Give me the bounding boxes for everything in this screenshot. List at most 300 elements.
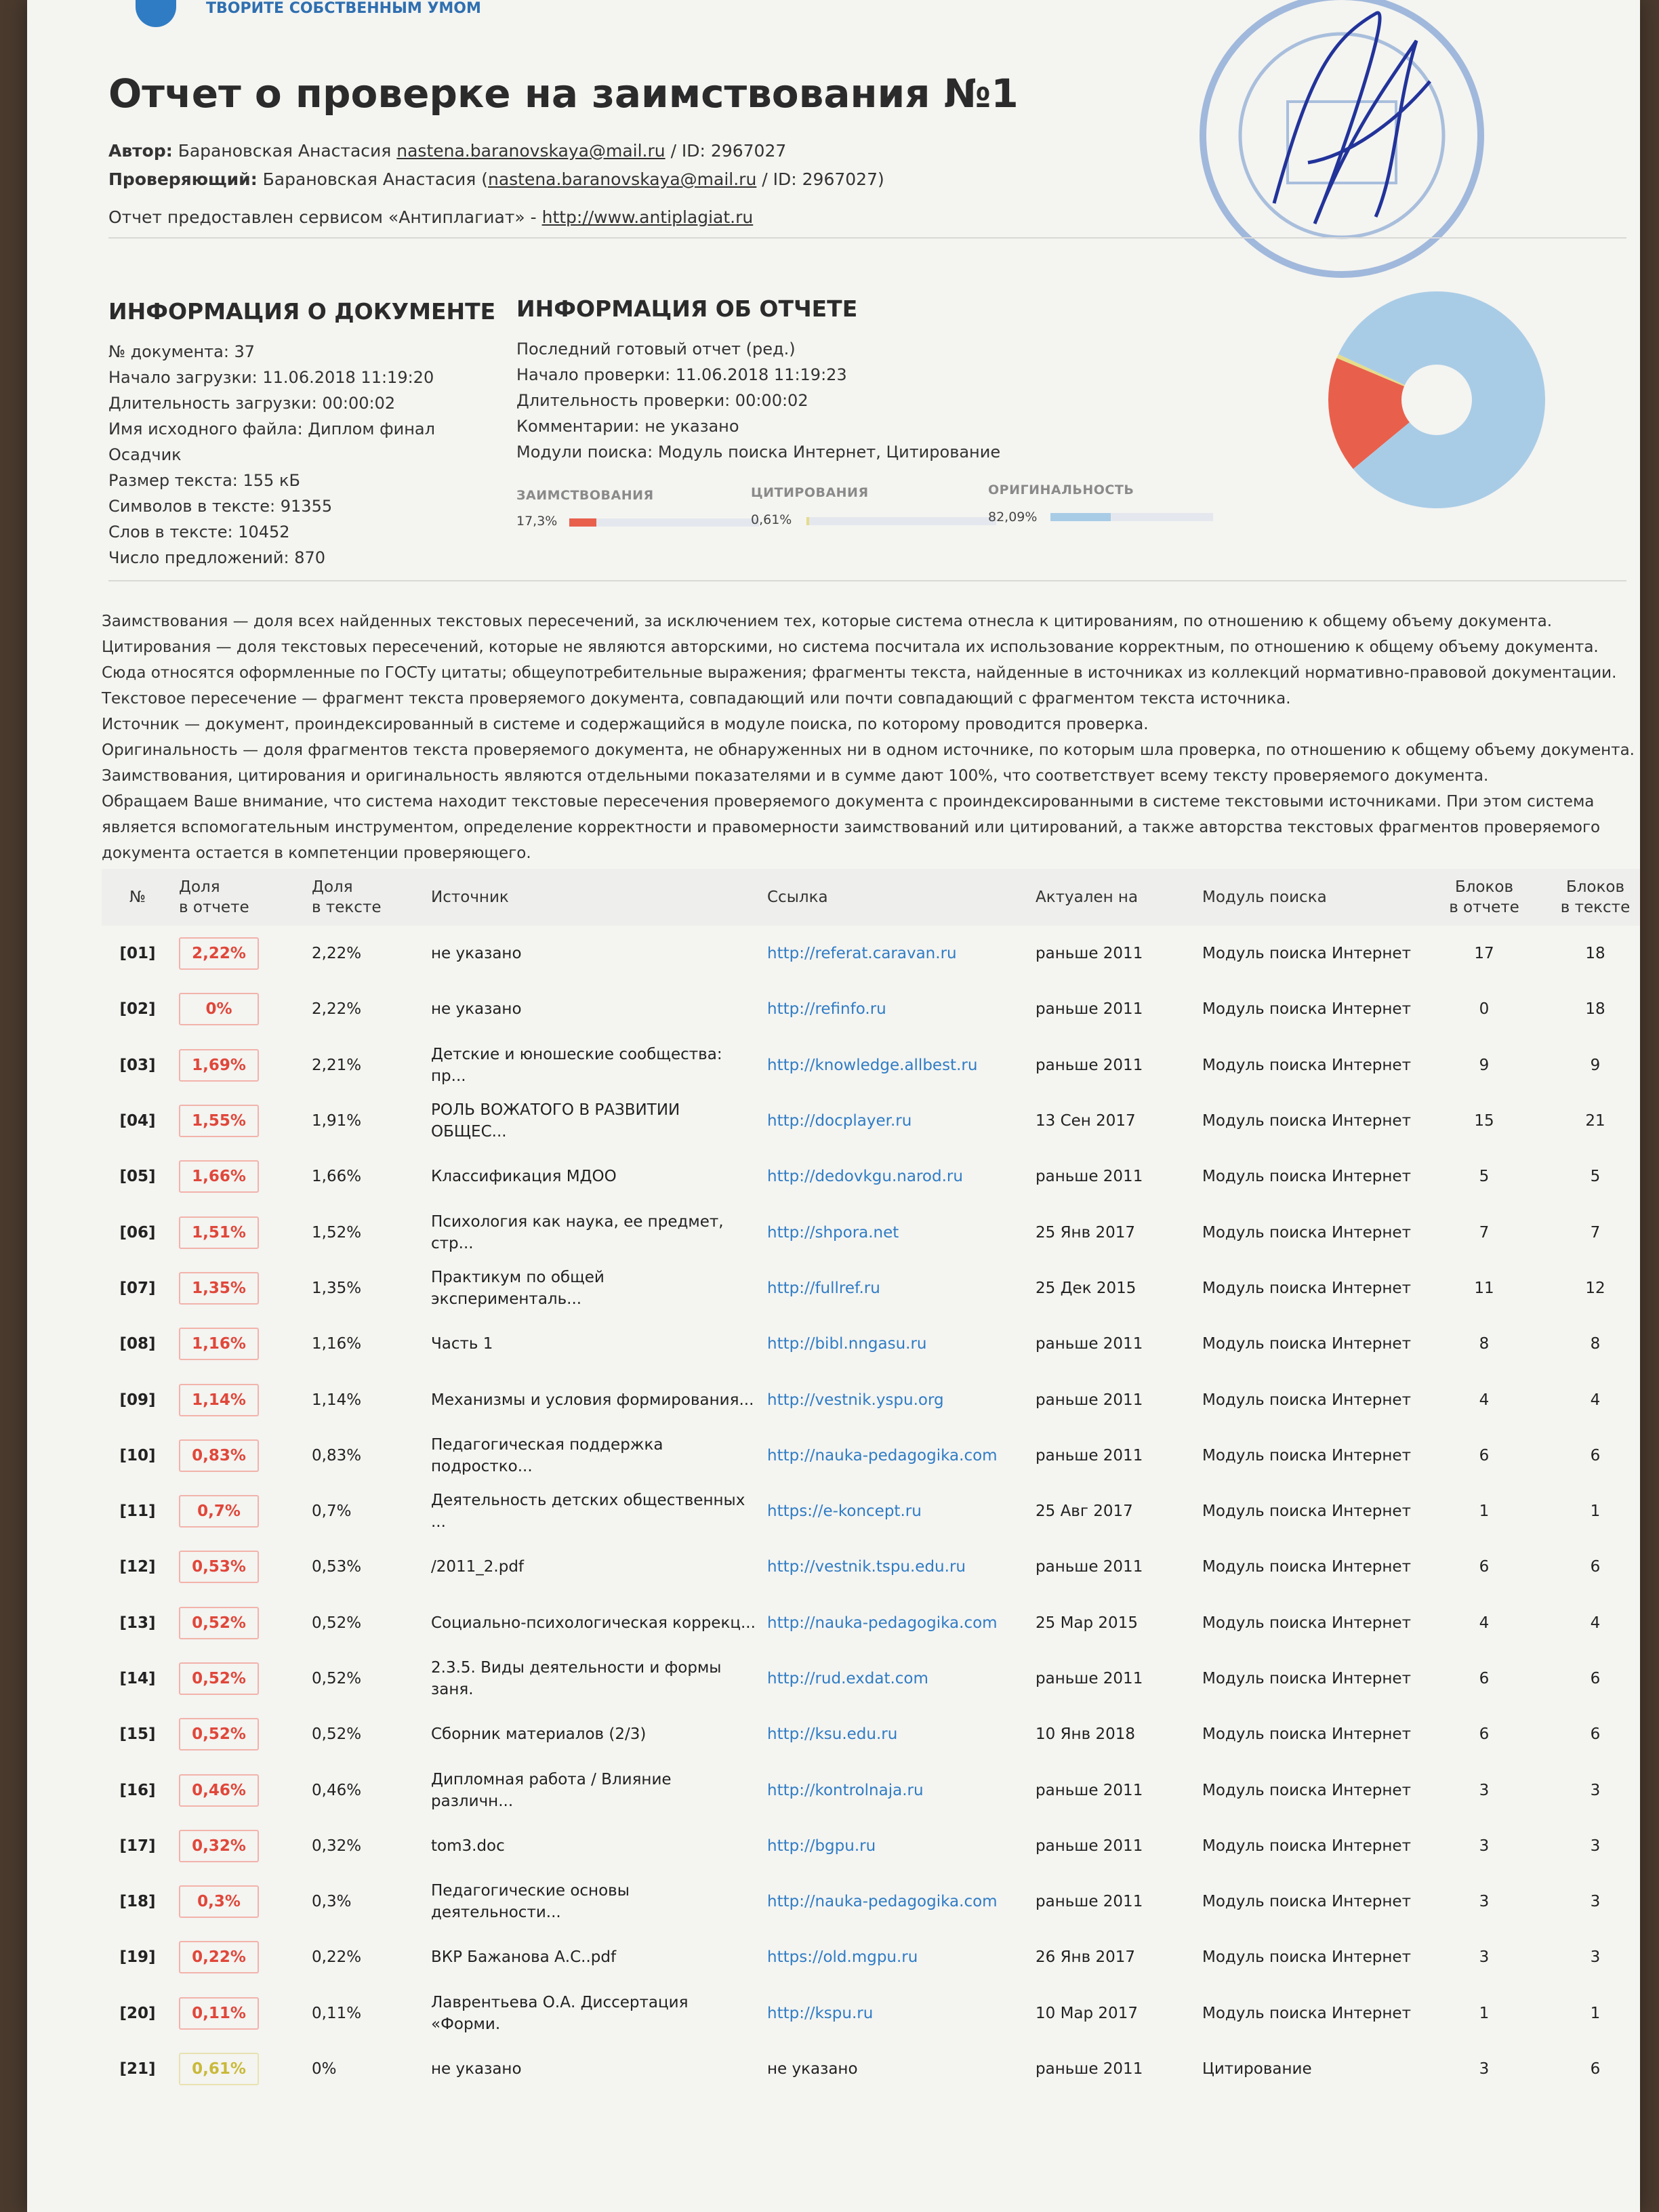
source-title: Дипломная работа / Влияние различн...: [431, 1770, 672, 1810]
search-module: Модуль поиска Интернет: [1202, 1391, 1411, 1409]
doc-info-line: Символов в тексте: 91355: [108, 497, 333, 516]
col-source: Источник: [426, 869, 762, 926]
search-module: Модуль поиска Интернет: [1202, 1000, 1411, 1019]
source-title: не указано: [431, 1000, 522, 1019]
row-number[interactable]: [11]: [119, 1502, 156, 1521]
source-title: не указано: [431, 945, 522, 963]
share-badge: 0,61%: [179, 2053, 259, 2085]
source-title: ВКР Бажанова А.С..pdf: [431, 1948, 617, 1967]
source-title: Детские и юношеские сообщества: пр...: [431, 1045, 722, 1085]
share-in-text: 0,52%: [312, 1670, 362, 1687]
actual-date: 26 Янв 2017: [1036, 1948, 1135, 1967]
table-row: [102, 1038, 1640, 1093]
search-module: Модуль поиска Интернет: [1202, 1112, 1411, 1130]
table-row: [102, 1874, 1640, 1929]
table-row: [102, 1762, 1640, 1818]
share-badge: 1,35%: [179, 1272, 259, 1305]
blocks-in-report: 7: [1479, 1223, 1490, 1242]
blocks-in-report: 6: [1479, 1725, 1490, 1744]
provider-link[interactable]: http://www.antiplagiat.ru: [541, 207, 754, 227]
table-row: [102, 1818, 1640, 1874]
actual-date: раньше 2011: [1036, 1893, 1143, 1911]
share-in-text: 0,46%: [312, 1781, 362, 1799]
blocks-in-text: 12: [1585, 1279, 1605, 1297]
search-module: Цитирование: [1202, 2060, 1312, 2078]
share-in-text: 2,22%: [312, 1000, 362, 1019]
metric-bar-fill: [1050, 513, 1111, 521]
source-title: Педагогические основы деятельности...: [431, 1882, 630, 1922]
glossary-item: Обращаем Ваше внимание, что система находит текстовые пересечения проверяемого документа с проиндексированными в системе текстовыми источниками. При этом система является вспомогательным инструментом, определение корректности и правомерности заимствований или цитирований, а также авторства текстовых фрагментов проверяемого документа остается в компетенции проверяющего.: [102, 793, 1601, 862]
share-badge: 0,11%: [179, 1997, 259, 2030]
blocks-in-text: 4: [1590, 1391, 1601, 1409]
table-row: [102, 1483, 1640, 1539]
table-row: [102, 1929, 1640, 1985]
table-row: [102, 1149, 1640, 1204]
metric-label: ЗАИМСТВОВАНИЯ: [516, 488, 654, 503]
blocks-in-text: 7: [1590, 1223, 1601, 1242]
share-badge: 0,46%: [179, 1774, 259, 1807]
col-link: Ссылка: [762, 869, 1030, 926]
metric-value: 0,61%: [751, 512, 792, 527]
blocks-in-text: 9: [1590, 1056, 1601, 1074]
author-id: / ID: 2967027: [670, 141, 787, 161]
blocks-in-text: 3: [1590, 1837, 1601, 1855]
row-number[interactable]: [14]: [119, 1670, 156, 1687]
source-title: Сборник материалов (2/3): [431, 1725, 647, 1744]
share-in-text: 0,3%: [312, 1893, 352, 1911]
share-badge: 0%: [179, 993, 259, 1025]
report-title: Отчет о проверке на заимствования №1: [108, 70, 1019, 117]
source-link[interactable]: http://vestnik.yspu.org: [767, 1391, 944, 1409]
report-info-line: Длительность проверки: 00:00:02: [516, 391, 808, 410]
share-in-report: [173, 1204, 306, 1260]
blocks-in-text: 3: [1590, 1948, 1601, 1967]
table-row: [102, 1261, 1640, 1316]
blocks-in-report: 17: [1474, 945, 1494, 963]
author-email-link[interactable]: nastena.baranovskaya@mail.ru: [396, 141, 665, 161]
share-in-report: [173, 926, 306, 981]
actual-date: 10 Мар 2017: [1036, 2004, 1138, 2022]
row-number[interactable]: [15]: [119, 1725, 156, 1744]
actual-date: 10 Янв 2018: [1036, 1725, 1135, 1744]
share-in-text: 1,66%: [312, 1168, 362, 1186]
search-module: Модуль поиска Интернет: [1202, 2004, 1411, 2022]
share-in-text: 0,52%: [312, 1614, 362, 1632]
source-link[interactable]: https://e-koncept.ru: [767, 1502, 922, 1521]
source-title: Классификация МДОО: [431, 1168, 617, 1186]
col-actual: Актуален на: [1030, 869, 1197, 926]
antiplagiat-logo-icon: [136, 0, 176, 27]
header-divider: [108, 237, 1626, 239]
search-module: Модуль поиска Интернет: [1202, 1446, 1411, 1465]
row-number[interactable]: [20]: [119, 2004, 156, 2022]
share-in-text: 0,53%: [312, 1558, 362, 1576]
blocks-in-text: 6: [1590, 1446, 1601, 1465]
actual-date: раньше 2011: [1036, 1837, 1143, 1855]
blocks-in-report: 6: [1479, 1558, 1490, 1576]
source-title: Социально-психологическая коррекц...: [431, 1614, 756, 1632]
share-in-text: 1,35%: [312, 1279, 362, 1297]
table-row: [102, 1372, 1640, 1427]
metric-bar-fill: [569, 518, 596, 527]
share-in-text: 1,52%: [312, 1223, 362, 1242]
table-row: [102, 1316, 1640, 1372]
doc-info-line: Размер текста: 155 кБ: [108, 471, 300, 490]
report-info-line: Начало проверки: 11.06.2018 11:19:23: [516, 365, 847, 384]
table-row: [102, 1093, 1640, 1149]
source-link[interactable]: http://shpora.net: [767, 1223, 899, 1242]
info-divider: [108, 580, 1626, 581]
row-number[interactable]: [03]: [119, 1056, 156, 1074]
source-link[interactable]: http://nauka-pedagogika.com: [767, 1893, 998, 1911]
share-badge: 0,3%: [179, 1885, 259, 1918]
row-number[interactable]: [08]: [119, 1335, 156, 1353]
share-in-text: 0,83%: [312, 1446, 362, 1465]
source-link[interactable]: http://dedovkgu.narod.ru: [767, 1168, 963, 1186]
blocks-in-text: 5: [1590, 1168, 1601, 1186]
search-module: Модуль поиска Интернет: [1202, 1502, 1411, 1521]
checker-email-link[interactable]: nastena.baranovskaya@mail.ru: [487, 169, 757, 189]
search-module: Модуль поиска Интернет: [1202, 1837, 1411, 1855]
table-row: [102, 926, 1640, 981]
metric-bar-track: [569, 518, 759, 527]
metric-bar-fill: [806, 517, 809, 525]
actual-date: раньше 2011: [1036, 1335, 1143, 1353]
actual-date: раньше 2011: [1036, 1168, 1143, 1186]
row-number[interactable]: [06]: [119, 1223, 156, 1242]
blocks-in-text: 3: [1590, 1781, 1601, 1799]
share-badge: 1,66%: [179, 1160, 259, 1193]
search-module: Модуль поиска Интернет: [1202, 1056, 1411, 1074]
share-in-text: 1,91%: [312, 1112, 362, 1130]
doc-info-heading: ИНФОРМАЦИЯ О ДОКУМЕНТЕ: [108, 298, 496, 325]
sources-table: [102, 869, 1640, 2097]
share-in-text: 0,32%: [312, 1837, 362, 1855]
blocks-in-report: 1: [1479, 2004, 1490, 2022]
share-badge: 0,53%: [179, 1551, 259, 1583]
source-link[interactable]: https://old.mgpu.ru: [767, 1948, 918, 1967]
row-number[interactable]: [21]: [119, 2060, 156, 2078]
source-link[interactable]: http://docplayer.ru: [767, 1112, 912, 1130]
blocks-in-report: 6: [1479, 1670, 1490, 1687]
metric-label: ЦИТИРОВАНИЯ: [751, 485, 869, 500]
row-number[interactable]: [04]: [119, 1112, 156, 1130]
doc-info-line: Имя исходного файла: Диплом финал: [108, 419, 435, 438]
table-header-row: [102, 869, 1640, 926]
search-module: Модуль поиска Интернет: [1202, 1335, 1411, 1353]
actual-date: 25 Мар 2015: [1036, 1614, 1138, 1632]
blocks-in-report: 6: [1479, 1446, 1490, 1465]
doc-info-line: № документа: 37: [108, 342, 255, 361]
source-title: tom3.doc: [431, 1837, 505, 1855]
search-module: Модуль поиска Интернет: [1202, 1781, 1411, 1799]
author-name: Барановская Анастасия: [178, 141, 392, 161]
source-title: Часть 1: [431, 1335, 493, 1353]
blocks-in-report: 8: [1479, 1335, 1490, 1353]
search-module: Модуль поиска Интернет: [1202, 1614, 1411, 1632]
table-row: [102, 1595, 1640, 1651]
share-badge: 0,52%: [179, 1718, 259, 1750]
source-link[interactable]: http://rud.exdat.com: [767, 1670, 928, 1687]
doc-info-line: Число предложений: 870: [108, 548, 326, 567]
share-badge: 0,83%: [179, 1439, 259, 1472]
checker-label: Проверяющий:: [108, 169, 258, 189]
share-in-report: [173, 1539, 306, 1595]
share-badge: 2,22%: [179, 937, 259, 970]
actual-date: раньше 2011: [1036, 1391, 1143, 1409]
blocks-in-report: 3: [1479, 1837, 1490, 1855]
share-badge: 1,51%: [179, 1216, 259, 1249]
row-number[interactable]: [16]: [119, 1781, 156, 1799]
blocks-in-report: 15: [1474, 1112, 1494, 1130]
share-in-report: [173, 1149, 306, 1204]
report-info-heading: ИНФОРМАЦИЯ ОБ ОТЧЕТЕ: [516, 295, 858, 322]
share-in-text: 0%: [312, 2060, 337, 2078]
blocks-in-report: 3: [1479, 1893, 1490, 1911]
actual-date: раньше 2011: [1036, 1558, 1143, 1576]
provider-text: Отчет предоставлен сервисом «Антиплагиат» -: [108, 207, 537, 227]
blocks-in-report: 1: [1479, 1502, 1490, 1521]
actual-date: раньше 2011: [1036, 1781, 1143, 1799]
actual-date: 25 Дек 2015: [1036, 1279, 1136, 1297]
report-info-line: Комментарии: не указано: [516, 417, 739, 436]
search-module: Модуль поиска Интернет: [1202, 1670, 1411, 1687]
blocks-in-report: 5: [1479, 1168, 1490, 1186]
metric-value: 82,09%: [988, 510, 1038, 525]
share-in-report: [173, 981, 306, 1037]
table-row: [102, 1706, 1640, 1762]
share-badge: 0,52%: [179, 1662, 259, 1695]
share-in-text: 2,22%: [312, 945, 362, 963]
table-row: [102, 2041, 1640, 2097]
blocks-in-text: 3: [1590, 1893, 1601, 1911]
row-number[interactable]: [18]: [119, 1893, 156, 1911]
metric-label: ОРИГИНАЛЬНОСТЬ: [988, 483, 1134, 497]
share-in-text: 0,11%: [312, 2004, 362, 2022]
checker-name: Барановская Анастасия (: [262, 169, 488, 189]
blocks-in-text: 1: [1590, 1502, 1601, 1521]
search-module: Модуль поиска Интернет: [1202, 1168, 1411, 1186]
row-number[interactable]: [10]: [119, 1446, 156, 1465]
source-link[interactable]: http://vestnik.tspu.edu.ru: [767, 1558, 966, 1576]
author-label: Автор:: [108, 141, 173, 161]
source-title: /2011_2.pdf: [431, 1558, 525, 1576]
share-in-report: [173, 1929, 306, 1985]
source-title: Лаврентьева О.А. Диссертация «Форми.: [431, 1993, 689, 2033]
row-number[interactable]: [07]: [119, 1279, 156, 1297]
share-in-text: 0,7%: [312, 1502, 352, 1521]
actual-date: раньше 2011: [1036, 1000, 1143, 1019]
glossary-item: Заимствования — доля всех найденных текстовых пересечений, за исключением тех, которые система отнесла к цитированиям, по отношению к общему объему документа.: [102, 613, 1553, 630]
col-blocks-report: Блоков в отчете: [1418, 869, 1551, 926]
actual-date: раньше 2011: [1036, 2060, 1143, 2078]
col-module: Модуль поиска: [1197, 869, 1418, 926]
source-link[interactable]: http://refinfo.ru: [767, 1000, 886, 1019]
blocks-in-report: 4: [1479, 1391, 1490, 1409]
share-in-report: [173, 1651, 306, 1706]
blocks-in-text: 1: [1590, 2004, 1601, 2022]
checker-line: [108, 169, 884, 189]
share-in-report: [173, 1818, 306, 1874]
search-module: Модуль поиска Интернет: [1202, 1725, 1411, 1744]
share-in-report: [173, 1706, 306, 1762]
blocks-in-report: 3: [1479, 2060, 1490, 2078]
actual-date: 13 Сен 2017: [1036, 1112, 1136, 1130]
table-row: [102, 1986, 1640, 2041]
blocks-in-text: 6: [1590, 2060, 1601, 2078]
share-in-report: [173, 1261, 306, 1316]
share-badge: 0,32%: [179, 1830, 259, 1862]
glossary-item: Текстовое пересечение — фрагмент текста проверяемого документа, совпадающий или почти совпадающий с фрагментом текста источника.: [102, 690, 1291, 708]
glossary-item: Оригинальность — доля фрагментов текста проверяемого документа, не обнаруженных ни в одном источнике, по которым шла проверка, по отношению к общему объему документа.: [102, 741, 1635, 759]
search-module: Модуль поиска Интернет: [1202, 1279, 1411, 1297]
share-badge: 0,22%: [179, 1941, 259, 1973]
checker-id: / ID: 2967027): [762, 169, 884, 189]
row-number[interactable]: [13]: [119, 1614, 156, 1632]
row-number[interactable]: [19]: [119, 1948, 156, 1967]
row-number[interactable]: [01]: [119, 945, 156, 963]
source-link[interactable]: http://ksu.edu.ru: [767, 1725, 898, 1744]
search-module: Модуль поиска Интернет: [1202, 1223, 1411, 1242]
source-title: Практикум по общей эксперименталь...: [431, 1268, 605, 1308]
source-link[interactable]: http://fullref.ru: [767, 1279, 880, 1297]
share-in-text: 0,22%: [312, 1948, 362, 1967]
doc-info-line: Слов в тексте: 10452: [108, 523, 290, 541]
blocks-in-text: 18: [1585, 1000, 1605, 1019]
share-in-report: [173, 1428, 306, 1483]
originality-pie-chart: [1315, 285, 1559, 515]
search-module: Модуль поиска Интернет: [1202, 1558, 1411, 1576]
col-blocks-text: Блоков в тексте: [1551, 869, 1640, 926]
actual-date: раньше 2011: [1036, 945, 1143, 963]
source-title: Психология как наука, ее предмет, стр...: [431, 1212, 724, 1252]
glossary-item: Заимствования, цитирования и оригинальность являются отдельными показателями и в сумме дают 100%, что соответствует всему тексту проверяемого документа.: [102, 767, 1489, 785]
share-badge: 0,52%: [179, 1607, 259, 1639]
blocks-in-text: 8: [1590, 1335, 1601, 1353]
brand-tagline: ТВОРИТЕ СОБСТВЕННЫМ УМОМ: [206, 0, 481, 17]
source-title: Механизмы и условия формирования...: [431, 1391, 754, 1409]
report-info-line: Модули поиска: Модуль поиска Интернет, Цитирование: [516, 443, 1001, 462]
actual-date: раньше 2011: [1036, 1446, 1143, 1465]
metric-bar-track: [806, 517, 996, 525]
table-row: [102, 981, 1640, 1037]
report-info-list: [516, 336, 1000, 465]
share-in-report: [173, 1762, 306, 1818]
actual-date: 25 Авг 2017: [1036, 1502, 1133, 1521]
blocks-in-report: 4: [1479, 1614, 1490, 1632]
doc-info-line: Осадчик: [108, 445, 182, 464]
share-badge: 0,7%: [179, 1495, 259, 1528]
pie-hole: [1401, 365, 1472, 435]
source-title: РОЛЬ ВОЖАТОГО В РАЗВИТИИ ОБЩЕС...: [431, 1101, 680, 1141]
share-in-report: [173, 1093, 306, 1149]
actual-date: раньше 2011: [1036, 1056, 1143, 1074]
row-number[interactable]: [02]: [119, 1000, 156, 1019]
source-link[interactable]: http://kspu.ru: [767, 2004, 874, 2022]
share-in-report: [173, 1372, 306, 1427]
glossary: [102, 609, 1647, 866]
doc-info-line: Длительность загрузки: 00:00:02: [108, 394, 396, 413]
share-in-report: [173, 2041, 306, 2097]
share-in-report: [173, 1595, 306, 1651]
share-in-report: [173, 1038, 306, 1093]
blocks-in-report: 3: [1479, 1781, 1490, 1799]
source-link[interactable]: http://bgpu.ru: [767, 1837, 876, 1855]
blocks-in-report: 9: [1479, 1056, 1490, 1074]
share-in-report: [173, 1986, 306, 2041]
row-number[interactable]: [09]: [119, 1391, 156, 1409]
faculty-stamp-icon: [1172, 0, 1498, 285]
col-number: №: [102, 869, 173, 926]
blocks-in-text: 6: [1590, 1670, 1601, 1687]
col-share-report: Доля в отчете: [173, 869, 306, 926]
actual-date: 25 Янв 2017: [1036, 1223, 1135, 1242]
share-badge: 1,16%: [179, 1328, 259, 1360]
source-title: Деятельность детских общественных ...: [431, 1492, 745, 1532]
row-number[interactable]: [12]: [119, 1558, 156, 1576]
source-link[interactable]: http://knowledge.allbest.ru: [767, 1056, 978, 1074]
doc-info-line: Начало загрузки: 11.06.2018 11:19:20: [108, 368, 434, 387]
share-badge: 1,14%: [179, 1384, 259, 1416]
row-number[interactable]: [17]: [119, 1837, 156, 1855]
search-module: Модуль поиска Интернет: [1202, 945, 1411, 963]
share-in-report: [173, 1483, 306, 1539]
share-badge: 1,55%: [179, 1105, 259, 1137]
source-link[interactable]: http://kontrolnaja.ru: [767, 1781, 924, 1799]
share-in-report: [173, 1316, 306, 1372]
share-in-text: 1,16%: [312, 1335, 362, 1353]
share-in-text: 0,52%: [312, 1725, 362, 1744]
provider-line: [108, 207, 753, 227]
glossary-item: Источник — документ, проиндексированный в системе и содержащийся в модуле поиска, по которому проводится проверка.: [102, 716, 1149, 733]
source-link[interactable]: http://referat.caravan.ru: [767, 945, 957, 963]
blocks-in-text: 6: [1590, 1558, 1601, 1576]
share-in-report: [173, 1874, 306, 1929]
source-link[interactable]: http://bibl.nngasu.ru: [767, 1335, 927, 1353]
blocks-in-text: 6: [1590, 1725, 1601, 1744]
report-page: [27, 0, 1640, 2212]
table-row: [102, 1204, 1640, 1260]
source-link[interactable]: http://nauka-pedagogika.com: [767, 1446, 998, 1465]
glossary-item: Цитирования — доля текстовых пересечений, которые не являются авторскими, но система посчитала их использование корректным, по отношению к общему объему документа. Сюда относятся оформленные по ГОСТу цитаты; общеупотребительные выражения; фрагменты текста, найденные в источниках из коллекций нормативно-правовой документации.: [102, 638, 1617, 682]
share-badge: 1,69%: [179, 1049, 259, 1082]
source-title: не указано: [431, 2060, 522, 2078]
doc-info-list: [108, 339, 435, 571]
blocks-in-report: 0: [1479, 1000, 1490, 1019]
share-in-text: 2,21%: [312, 1056, 362, 1074]
source-title: 2.3.5. Виды деятельности и формы заня.: [431, 1659, 722, 1698]
blocks-in-report: 11: [1474, 1279, 1494, 1297]
report-info-line: Последний готовый отчет (ред.): [516, 340, 796, 359]
table-row: [102, 1651, 1640, 1706]
search-module: Модуль поиска Интернет: [1202, 1893, 1411, 1911]
col-share-text: Доля в тексте: [306, 869, 426, 926]
table-row: [102, 1428, 1640, 1483]
search-module: Модуль поиска Интернет: [1202, 1948, 1411, 1967]
table-row: [102, 1539, 1640, 1595]
author-line: [108, 141, 786, 161]
blocks-in-report: 3: [1479, 1948, 1490, 1967]
blocks-in-text: 21: [1585, 1112, 1605, 1130]
blocks-in-text: 18: [1585, 945, 1605, 963]
share-in-text: 1,14%: [312, 1391, 362, 1409]
row-number[interactable]: [05]: [119, 1168, 156, 1186]
source-link[interactable]: http://nauka-pedagogika.com: [767, 1614, 998, 1632]
metric-value: 17,3%: [516, 514, 558, 529]
blocks-in-text: 4: [1590, 1614, 1601, 1632]
source-link: не указано: [767, 2060, 858, 2078]
source-title: Педагогическая поддержка подростко...: [431, 1435, 663, 1475]
